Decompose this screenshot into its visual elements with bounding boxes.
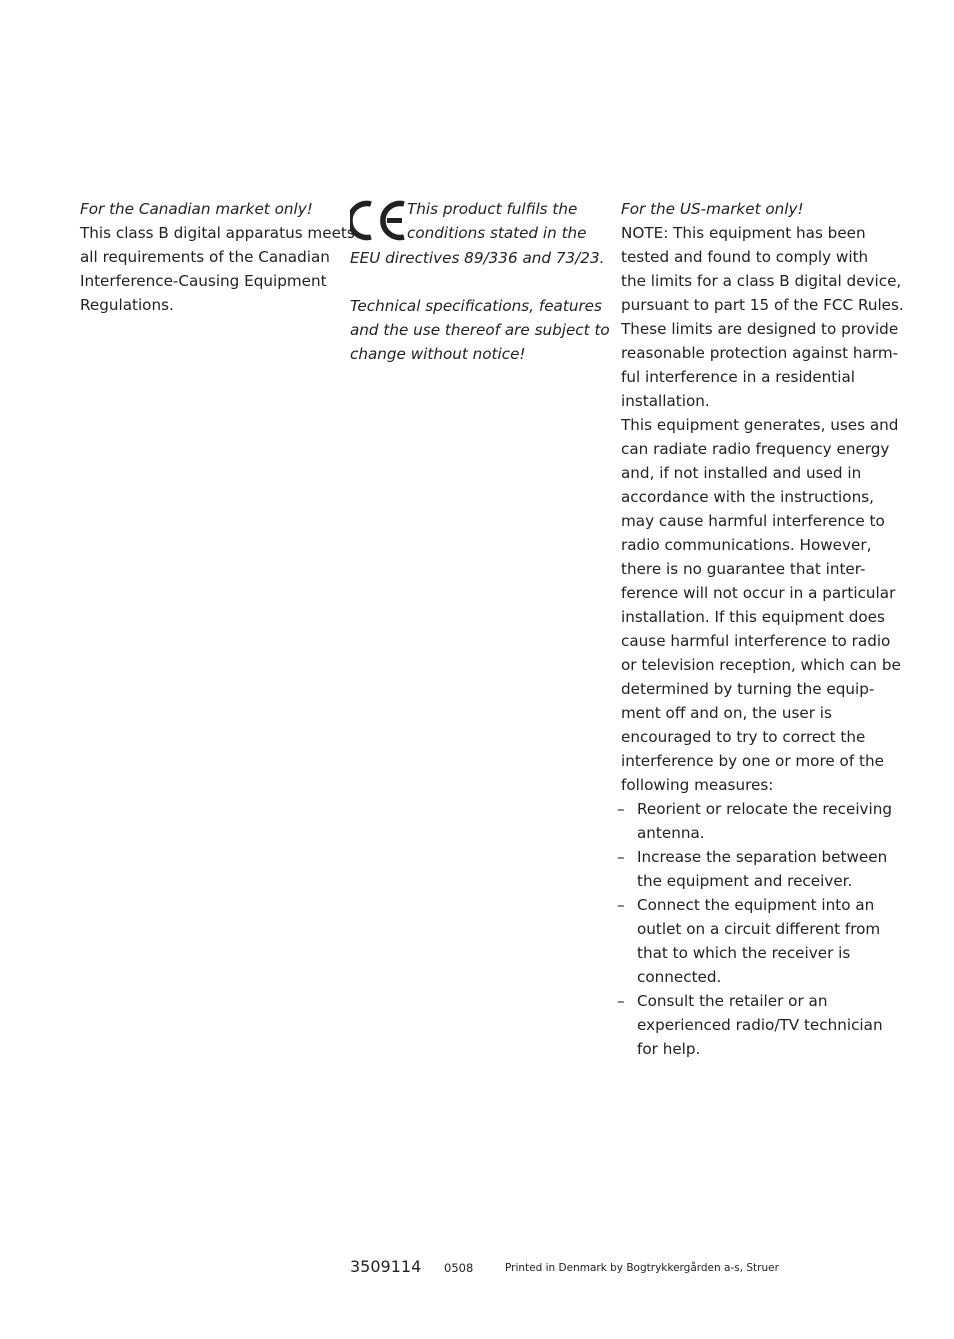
printer-credit: Printed in Denmark by Bogtrykkergården a-s, Struer [505, 1262, 779, 1274]
ce-line: EEU directives 89/336 and 73/23. [350, 249, 605, 267]
us-note-line: pursuant to part 15 of the FCC Rules. [621, 296, 904, 314]
measure-line: Connect the equipment into an [637, 896, 875, 914]
ce-mark-icon [350, 200, 406, 246]
us-note-line: These limits are designed to provide [621, 320, 899, 338]
ce-notice [350, 197, 610, 366]
us-body-line: or television reception, which can be [621, 656, 901, 674]
print-date: 0508 [444, 1261, 474, 1275]
canadian-notice [80, 197, 355, 317]
dash-marker: – [617, 896, 625, 914]
us-note-line: tested and found to comply with [621, 248, 869, 266]
us-body-line: may cause harmful interference to [621, 512, 885, 530]
measure-line: experienced radio/TV technician [637, 1016, 883, 1034]
measure-line: Consult the retailer or an [637, 992, 828, 1010]
canadian-line: This class B digital apparatus meets [80, 224, 355, 242]
measure-line: for help. [637, 1040, 701, 1058]
us-body-line: and, if not installed and used in [621, 464, 862, 482]
us-notice [617, 197, 904, 1061]
list-item [617, 893, 883, 989]
notice-line: Technical specifications, features [350, 297, 602, 315]
paragraph-gap [350, 270, 600, 294]
us-note-line: the limits for a class B digital device, [621, 272, 902, 290]
measure-line: connected. [637, 968, 722, 986]
footer [350, 1255, 910, 1281]
dash-marker: – [617, 800, 625, 818]
measure-line: antenna. [637, 824, 705, 842]
us-body-paragraph [621, 413, 901, 797]
measure-line: the equipment and receiver. [637, 872, 853, 890]
us-body-line: ment off and on, the user is [621, 704, 832, 722]
list-item [617, 797, 893, 845]
canadian-line: all requirements of the Canadian [80, 248, 330, 266]
us-body-line: can radiate radio frequency energy [621, 440, 890, 458]
dash-marker: – [617, 992, 625, 1010]
list-item [617, 845, 888, 893]
notice-line: and the use thereof are subject to [350, 321, 610, 339]
us-body-line: encouraged to try to correct the [621, 728, 866, 746]
us-body-line: ference will not occur in a particular [621, 584, 896, 602]
dash-marker: – [617, 848, 625, 866]
us-body-line: there is no guarantee that inter- [621, 560, 866, 578]
us-body-line: interference by one or more of the [621, 752, 884, 770]
canadian-heading: For the Canadian market only! [80, 200, 313, 218]
measure-line: that to which the receiver is [637, 944, 851, 962]
ce-line: This product fulfils the [407, 200, 578, 218]
us-note-line: installation. [621, 392, 710, 410]
us-note-line: ful interference in a residential [621, 368, 856, 386]
us-body-line: determined by turning the equip- [621, 680, 875, 698]
us-body-line: This equipment generates, uses and [621, 416, 899, 434]
us-body-line: installation. If this equipment does [621, 608, 885, 626]
measure-line: outlet on a circuit different from [637, 920, 881, 938]
list-item [617, 989, 883, 1061]
canadian-line: Regulations. [80, 296, 174, 314]
us-body-line: following measures: [621, 776, 774, 794]
us-note-line: reasonable protection against harm- [621, 344, 899, 362]
us-note-paragraph [621, 221, 904, 413]
us-heading: For the US-market only! [621, 200, 804, 218]
us-body-line: cause harmful interference to radio [621, 632, 891, 650]
us-body-line: radio communications. However, [621, 536, 872, 554]
us-body-line: accordance with the instructions, [621, 488, 874, 506]
canadian-line: Interference-Causing Equipment [80, 272, 327, 290]
measure-line: Reorient or relocate the receiving [637, 800, 893, 818]
us-note-line: NOTE: This equipment has been [621, 224, 866, 242]
measures-list [617, 797, 893, 1061]
notice-line: change without notice! [350, 345, 526, 363]
ce-line: conditions stated in the [407, 224, 587, 242]
document-code: 3509114 [350, 1257, 422, 1276]
measure-line: Increase the separation between [637, 848, 888, 866]
